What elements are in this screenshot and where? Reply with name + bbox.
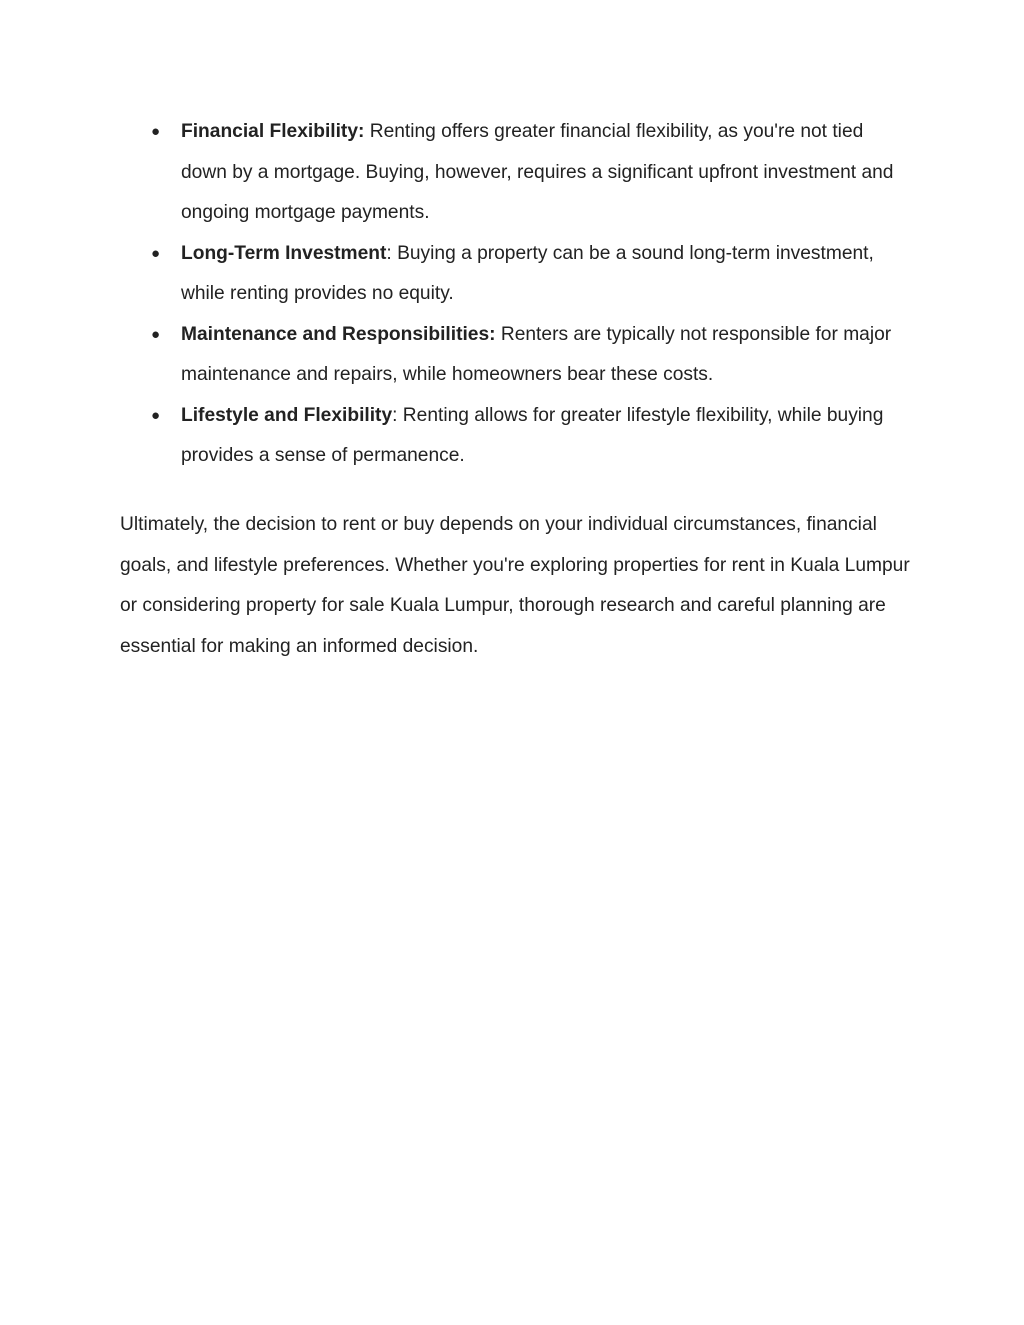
bullet-term: Maintenance and Responsibilities: xyxy=(181,323,496,345)
bullet-text: : Renting allows for greater lifestyle flexibility, while buying provides a sense of permanence. xyxy=(181,404,884,466)
bullet-text: : Buying a property can be a sound long-term investment, while renting provides no equity. xyxy=(181,242,874,304)
bullet-item-lifestyle-flexibility xyxy=(151,396,906,477)
bullet-item-long-term-investment xyxy=(151,234,906,315)
conclusion-paragraph: Ultimately, the decision to rent or buy depends on your individual circumstances, financial goals, and lifestyle preferences. Whether you're exploring properties for rent in Kuala Lumpur or considering property for sale Kuala Lumpur, thorough research and careful planning are essential for making an informed decision. xyxy=(120,514,910,657)
bullet-item-financial-flexibility xyxy=(151,112,906,234)
bullet-dot-icon: ● xyxy=(151,123,161,140)
bullet-dot-icon: ● xyxy=(151,325,161,343)
bullet-item-maintenance-responsibilities xyxy=(151,315,906,396)
bullet-term: Financial Flexibility: xyxy=(181,121,365,142)
bullet-dot-icon: ● xyxy=(151,406,161,424)
bullet-dot-icon: ● xyxy=(151,244,161,262)
comparison-bullet-list xyxy=(151,112,906,477)
bullet-text: Renters are typically not responsible for major maintenance and repairs, while homeowners bear these costs. xyxy=(181,323,892,385)
bullet-text: Renting offers greater financial flexibility, as you're not tied down by a mortgage. Buying, however, requires a significant upfront investment and ongoing mortgage payments. xyxy=(181,121,894,223)
bullet-term: Long-Term Investment xyxy=(181,242,387,264)
bullet-term: Lifestyle and Flexibility xyxy=(181,404,393,426)
